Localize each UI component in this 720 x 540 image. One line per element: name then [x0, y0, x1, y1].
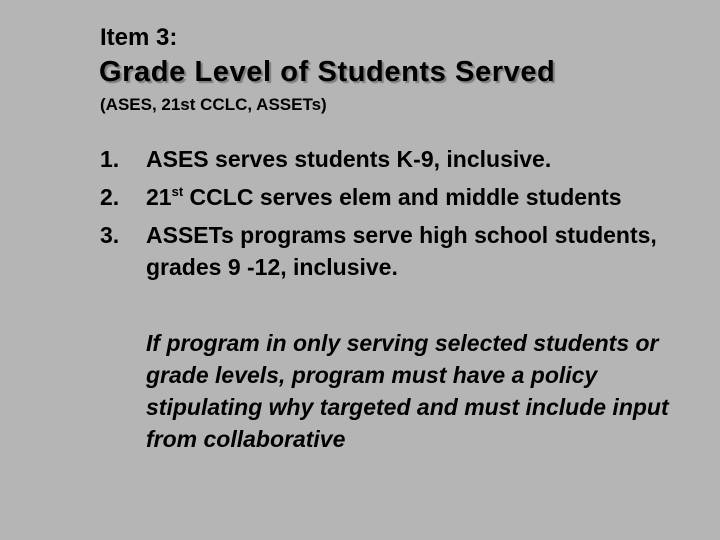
list-item — [100, 143, 710, 175]
slide-title: Grade Level of Students Served — [99, 56, 556, 88]
list-item — [100, 181, 710, 213]
list-item-text: ASES serves students K-9, inclusive. — [146, 146, 552, 172]
list-number: 2. — [100, 184, 120, 210]
list-item-text: ASSETs programs serve high school students, grades 9 -12, inclusive. — [146, 222, 657, 280]
item-label: Item 3: — [100, 24, 178, 51]
ordinal-superscript: st — [171, 184, 184, 199]
slide-subtitle: (ASES, 21st CCLC, ASSETs) — [100, 95, 327, 114]
numbered-list — [100, 143, 710, 283]
policy-note: If program in only serving selected students or grade levels, program must have a policy stipulating why targeted and must include input from collaborative — [146, 330, 669, 452]
list-number: 1. — [100, 146, 120, 172]
list-number: 3. — [100, 222, 120, 248]
list-item — [100, 219, 710, 283]
list-item-text-end: CCLC serves elem and middle students — [183, 184, 622, 210]
list-item-text-start: 21 — [146, 184, 172, 210]
